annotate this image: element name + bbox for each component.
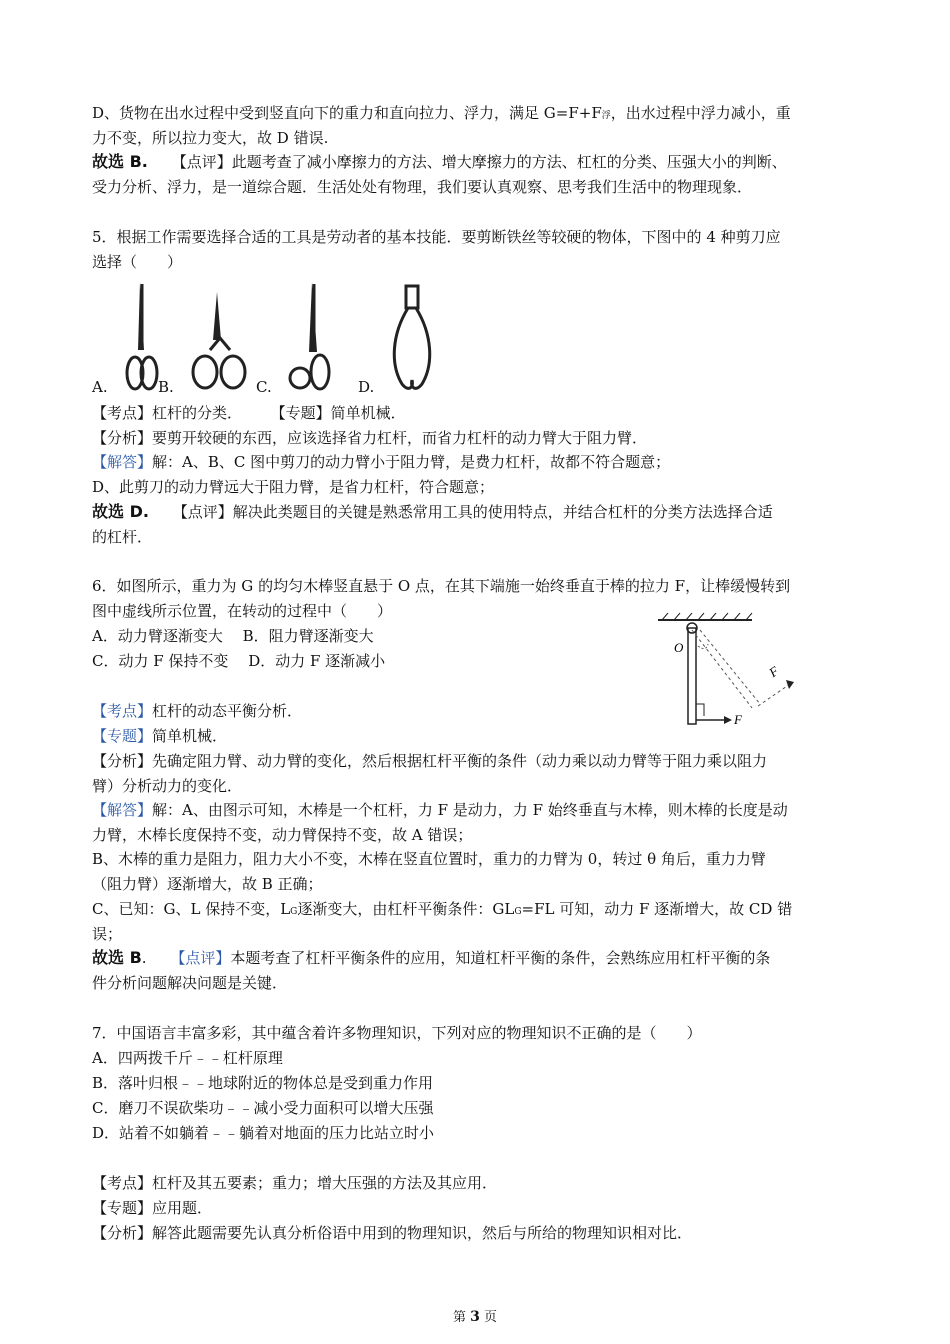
q6-fenxi-line1: 【分析】先确定阻力臂、动力臂的变化，然后根据杠杆平衡的条件（动力乘以动力臂等于阻力乘以阻力 [92,752,768,770]
q6-fenxi-line2: 臂）分析动力的变化． [92,777,243,795]
q4-line1: D、货物在出水过程中受到竖直向下的重力和直向拉力、浮力，满足 G=F+F浮，出水过程中浮力减小，重 [92,104,791,122]
q7-option-a: A．四两拨千斤﹣﹣杠杆原理 [92,1049,283,1067]
q6-jieda-line3: B、木棒的重力是阻力，阻力大小不变，木棒在竖直位置时，重力的力臂为 0，转过 θ 角后，重力力臂 [92,850,766,868]
q5-comment-line1: 故选 D. 【点评】解决此类题目的关键是熟悉常用工具的使用特点，并结合杠杆的分类方法选择合适 [92,502,773,521]
q6-options-ab: A．动力臂逐渐变大 B．阻力臂逐渐变大 [92,627,374,645]
page-number: 3 [470,1309,480,1325]
q7-zhuanti: 【专题】应用题． [92,1199,213,1217]
q6-jieda-line6: 误； [92,925,123,943]
q6-jieda-line5: C、已知：G、L 保持不变，LG逐渐变大，由杠杆平衡条件：GLG=FL 可知，动力 F 逐渐增大，故 CD 错 [92,900,793,918]
fig-label-f-rotated: F [766,663,782,681]
q6-jieda-line2: 力臂，木棒长度保持不变，动力臂保持不变，故 A 错误； [92,826,473,844]
q7-option-c: C．磨刀不误砍柴功﹣﹣减小受力面积可以增大压强 [92,1099,434,1117]
q6-stem-line2: 图中虚线所示位置，在转动的过程中（ ） [92,602,393,620]
q6-answer: 故选 B [92,948,142,967]
q6-lever-figure [652,612,802,732]
q5-fenxi: 【分析】要剪开较硬的东西，应该选择省力杠杆，而省力杠杆的动力臂大于阻力臂． [92,429,648,447]
q5-jieda-line2: D、此剪刀的动力臂远大于阻力臂，是省力杠杆，符合题意； [92,478,495,496]
q7-fenxi: 【分析】解答此题需要先认真分析俗语中用到的物理知识，然后与所给的物理知识相对比． [92,1224,693,1242]
q5-option-b: B. [158,378,174,396]
fig-label-f-bottom: F [734,712,742,727]
fig-label-o: O [674,640,684,655]
q6-jieda-line4: （阻力臂）逐渐增大，故 B 正确； [92,875,323,893]
scissors-a-figure [122,280,192,395]
q5-option-c: C. [256,378,272,396]
q6-stem-line1: 6．如图所示，重力为 G 的均匀木棒竖直悬于 O 点，在其下端施一始终垂直于棒的拉力 F，让棒缓慢转到 [92,577,791,595]
q6-kaodian: 【考点】杠杆的动态平衡分析． [92,702,303,720]
q4-line2: 力不变，所以拉力变大，故 D 错误. [92,129,329,147]
q6-options-cd: C．动力 F 保持不变 D．动力 F 逐渐减小 [92,652,386,670]
q5-kaodian: 【考点】杠杆的分类． 【专题】简单机械． [92,404,406,422]
q7-option-b: B．落叶归根﹣﹣地球附近的物体总是受到重力作用 [92,1074,434,1092]
page-footer: 第 3 页 [452,1309,498,1325]
q5-option-d: D. [358,378,375,396]
scissors-d-figure [388,284,438,394]
q4-comment-line1: 故选 B. 【点评】此题考查了减小摩擦力的方法、增大摩擦力的方法、杠杠的分类、压强大小的判断、 [92,152,787,171]
q5-stem-line2: 选择（ ） [92,253,183,271]
q6-jieda-line1: 【解答】解：A、由图示可知，木棒是一个杠杆，力 F 是动力，力 F 始终垂直与木棒，则木棒的长度是动 [92,801,788,819]
q5-option-a: A. [92,378,108,396]
q5-answer: 故选 D. [92,502,149,521]
q5-comment-line2: 的杠杆． [92,528,153,546]
q6-zhuanti: 【专题】简单机械． [92,727,228,745]
scissors-c-figure [282,280,342,395]
q6-comment-line2: 件分析问题解决问题是关键． [92,974,288,992]
q6-comment-line1: 故选 B. 【点评】本题考查了杠杆平衡条件的应用，知道杠杆平衡的条件，会熟练应用杠杆平衡的条 [92,948,771,967]
q5-jieda-line1: 【解答】解：A、B、C 图中剪刀的动力臂小于阻力臂，是费力杠杆，故都不符合题意； [92,453,671,471]
q4-answer: 故选 B. [92,152,148,171]
q7-option-d: D．站着不如躺着﹣﹣躺着对地面的压力比站立时小 [92,1124,435,1142]
q7-stem: 7．中国语言丰富多彩，其中蕴含着许多物理知识，下列对应的物理知识不正确的是（ ） [92,1024,702,1042]
q5-stem-line1: 5．根据工作需要选择合适的工具是劳动者的基本技能．要剪断铁丝等较硬的物体，下图中的 4 种剪刀应 [92,228,781,246]
q4-comment-line2: 受力分析、浮力，是一道综合题．生活处处有物理，我们要认真观察、思考我们生活中的物理现象． [92,178,753,196]
scissors-b-figure [190,290,250,395]
q7-kaodian: 【考点】杠杆及其五要素；重力；增大压强的方法及其应用． [92,1174,498,1192]
